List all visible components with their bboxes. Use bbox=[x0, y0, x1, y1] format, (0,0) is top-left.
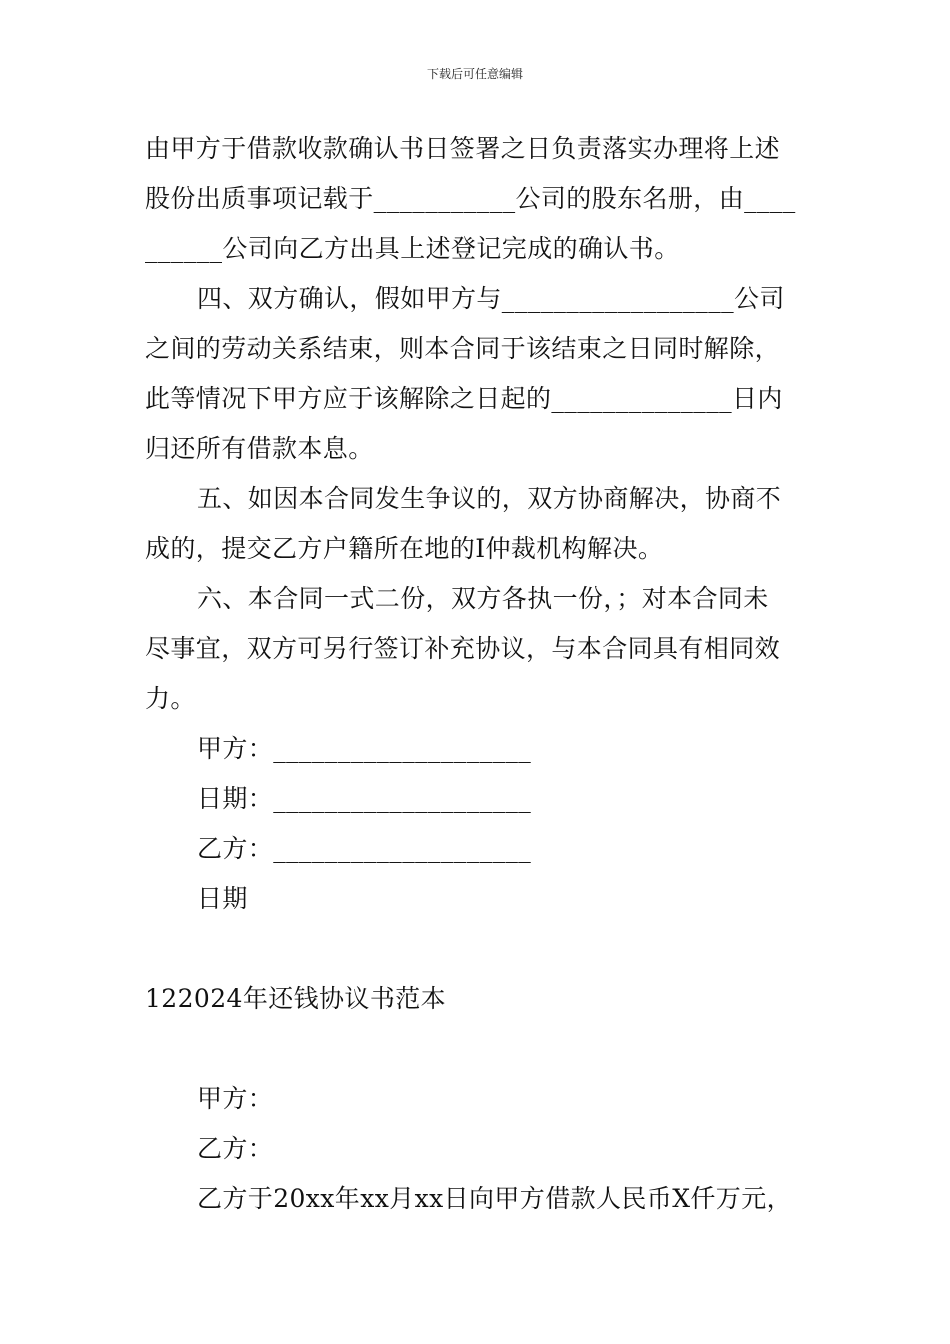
signature-date: 日期：____________________ bbox=[197, 784, 532, 813]
agreement-party-a: 甲方： bbox=[197, 1084, 274, 1113]
clause-four-line: 四、双方确认，假如甲方与__________________公司 bbox=[197, 284, 785, 313]
paragraph-line: 此等情况下甲方应于该解除之日起的______________日内 bbox=[145, 384, 783, 413]
paragraph-line: 力。 bbox=[145, 684, 196, 713]
signature-party-a: 甲方：____________________ bbox=[197, 734, 532, 763]
paragraph-line: 归还所有借款本息。 bbox=[145, 434, 374, 463]
paragraph-line: 成的，提交乙方户籍所在地的I仲裁机构解决。 bbox=[145, 534, 664, 563]
agreement-party-b: 乙方： bbox=[197, 1134, 274, 1163]
section-title: 122024年还钱协议书范本 bbox=[145, 984, 447, 1013]
paragraph-line: 尽事宜，双方可另行签订补充协议，与本合同具有相同效 bbox=[145, 634, 781, 663]
clause-six-line: 六、本合同一式二份，双方各执一份，；对本合同未 bbox=[197, 584, 769, 613]
paragraph-line: 之间的劳动关系结束，则本合同于该结束之日同时解除， bbox=[145, 334, 781, 363]
page-header: 下载后可任意编辑 bbox=[426, 67, 523, 81]
agreement-line: 乙方于20xx年xx月xx日向甲方借款人民币X仟万元， bbox=[197, 1184, 793, 1213]
signature-party-b: 乙方：____________________ bbox=[197, 834, 532, 863]
paragraph-line: ______公司向乙方出具上述登记完成的确认书。 bbox=[145, 234, 680, 263]
paragraph-line: 股份出质事项记载于___________公司的股东名册，由____ bbox=[145, 184, 796, 213]
clause-five-line: 五、如因本合同发生争议的，双方协商解决，协商不 bbox=[197, 484, 782, 513]
paragraph-line: 由甲方于借款收款确认书日签署之日负责落实办理将上述 bbox=[145, 134, 781, 163]
signature-date-label: 日期 bbox=[197, 884, 248, 913]
